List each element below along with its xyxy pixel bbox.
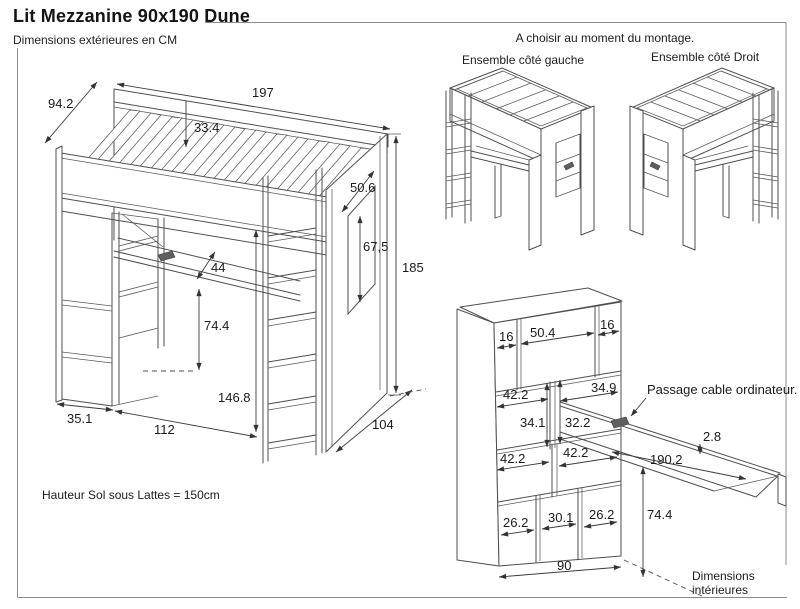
dim-case-341: 34.1	[520, 415, 546, 430]
dim-case-422-row2: 42.2	[503, 387, 529, 402]
dim-underbed-1468: 146.8	[218, 390, 251, 405]
main-bed-drawing	[45, 82, 426, 463]
dim-side-104: 104	[372, 417, 394, 432]
dim-case-16-left: 16	[499, 329, 514, 344]
dim-rail-334: 33.4	[194, 120, 220, 135]
assembly-right-label: Ensemble côté Droit	[651, 50, 760, 64]
dim-case-262-right: 26.2	[589, 507, 615, 522]
bookcase-drawing	[457, 288, 797, 597]
interior-dimensions-note: Dimensions intérieures	[692, 569, 755, 597]
assembly-right-bed	[630, 68, 778, 250]
dim-desk-1902: 190.2	[650, 452, 683, 467]
floor-height-note: Hauteur Sol sous Lattes = 150cm	[42, 488, 220, 502]
dim-shelf-351: 35.1	[67, 411, 93, 426]
main-bed-shelves	[62, 212, 164, 406]
dim-case-322: 32.2	[565, 415, 591, 430]
dim-case-422-row3-right: 42.2	[563, 445, 589, 460]
dim-opening-112: 112	[154, 422, 175, 437]
dim-side-506: 50.6	[350, 180, 376, 195]
main-bed-desk	[114, 238, 300, 301]
dim-case-422-row3-left: 42.2	[500, 451, 526, 466]
dim-case-504: 50.4	[530, 325, 556, 340]
dim-depth-94: 94.2	[48, 96, 74, 111]
dim-case-90: 90	[557, 558, 572, 573]
dim-case-744: 74.4	[647, 507, 673, 522]
dim-opening-675: 67,5	[363, 239, 389, 254]
dim-case-301: 30.1	[548, 510, 574, 525]
dim-case-262-left: 26.2	[503, 515, 529, 530]
assembly-left-bed	[446, 68, 594, 250]
dim-case-349: 34.9	[591, 380, 617, 395]
dim-length-197: 197	[252, 85, 274, 100]
page-title: Lit Mezzanine 90x190 Dune	[13, 6, 251, 26]
dim-height-185: 185	[402, 260, 424, 275]
dim-desk-44: 44	[211, 260, 226, 275]
cable-passage-label: Passage cable ordinateur.	[647, 382, 798, 397]
page-subtitle: Dimensions extérieures en CM	[13, 33, 178, 47]
dim-desk-28: 2.8	[703, 429, 722, 444]
dim-case-16-right: 16	[600, 317, 615, 332]
assembly-heading: A choisir au moment du montage.	[515, 31, 695, 45]
dim-underdesk-744: 74.4	[204, 318, 230, 333]
assembly-left-label: Ensemble côté gauche	[462, 53, 585, 67]
